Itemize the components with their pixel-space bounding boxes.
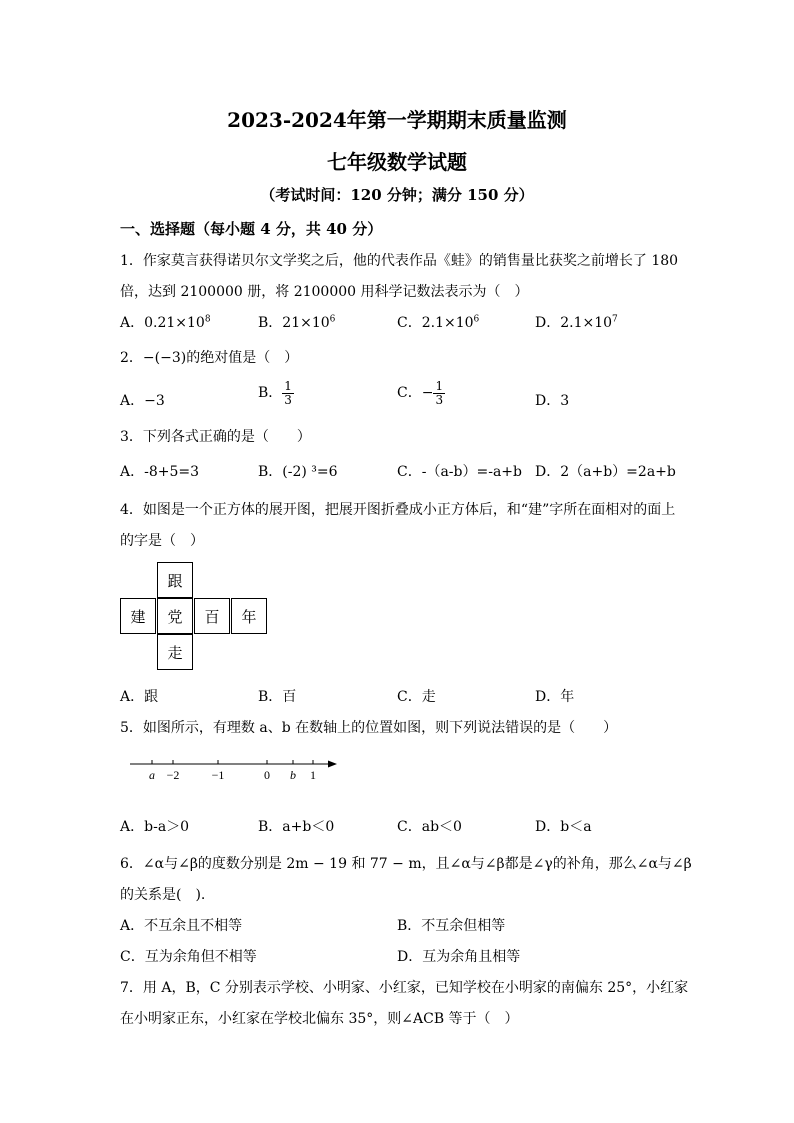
q1-line2: 倍，达到 2100000 册，将 2100000 用科学记数法表示为（ ） [120,284,529,300]
q5-option-a: A．b-a＞0 [120,819,190,835]
axis-arrow [328,761,337,768]
q6-line1: 6．∠α与∠β的度数分别是 2m − 19 和 77 − m，且∠α与∠β都是∠γ的补角，那么∠α与∠β [120,856,692,872]
q4-option-d: D．年 [535,689,575,705]
q5-option-c: C．ab＜0 [397,819,462,835]
label-a: a [149,768,155,782]
label-minus2: −2 [166,768,180,782]
q3-option-b: B．(-2) ³=6 [258,464,338,480]
q6-option-c: C．互为余角但不相等 [120,949,257,965]
net-cell-top: 跟 [157,562,193,598]
label-one: 1 [310,768,316,782]
q4-option-b: B．百 [258,689,297,705]
q3-option-d: D．2（a+b）=2a+b [535,464,676,480]
label-minus1: −1 [211,768,225,782]
section-title: 一、选择题（每小题 4 分，共 40 分） [120,220,383,238]
q7-line1: 7．用 A，B，C 分别表示学校、小明家、小红家，已知学校在小明家的南偏东 25°，小红家 [120,980,689,996]
exam-title: 2023-2024年第一学期期末质量监测 [227,108,567,132]
q1-option-c: C．$2.1\times 10^6$ [397,314,480,331]
q6-option-d: D．互为余角且相等 [397,949,521,965]
q4-option-a: A．跟 [120,689,159,705]
label-b: b [290,768,296,782]
q3-option-c: C．-（a-b）=-a+b [397,464,522,480]
q1-option-d: D．$2.1\times 10^7$ [535,314,618,331]
q1-line1: 1．作家莫言获得诺贝尔文学奖之后，他的代表作品《蛙》的销售量比获奖之前增长了 180 [120,253,679,269]
q3-stem: 3．下列各式正确的是（ ） [120,429,311,445]
q4-option-c: C．走 [397,689,436,705]
number-line [125,752,345,784]
exam-subtitle: 七年级数学试题 [327,150,467,174]
q4-line2: 的字是（ ） [120,533,204,549]
q3-option-a: A．-8+5=3 [120,464,200,480]
q6-line2: 的关系是( ). [120,887,206,903]
q2-option-c: C．− $\frac{1}{3}$ [397,379,444,407]
net-cell-bai: 百 [194,598,230,634]
q2-stem: 2．−(−3)的绝对值是（ ） [120,350,299,366]
q1-option-a: A．$0.21\times 10^8$ [120,314,211,331]
q1-option-b: B．$21\times 10^6$ [258,314,336,331]
q5-option-b: B．a+b＜0 [258,819,335,835]
q5-option-d: D．b＜a [535,819,592,835]
net-cell-dang: 党 [157,598,193,634]
q2-option-b: B． $\frac{1}{3}$ [258,379,292,407]
label-zero: 0 [264,768,270,782]
exam-info: （考试时间：120 分钟；满分 150 分） [260,186,534,204]
q6-option-a: A．不互余且不相等 [120,918,243,934]
net-cell-jian: 建 [120,598,156,634]
net-cell-nian: 年 [231,598,267,634]
q4-line1: 4．如图是一个正方体的展开图，把展开图折叠成小正方体后，和“建”字所在面相对的面上 [120,502,676,518]
q2-option-d: D．3 [535,393,570,409]
q5-stem: 5．如图所示，有理数 a、b 在数轴上的位置如图，则下列说法错误的是（ ） [120,720,618,736]
q7-line2: 在小明家正东，小红家在学校北偏东 35°，则∠ACB 等于（ ） [120,1011,519,1027]
q2-option-a: A．−3 [120,393,165,409]
net-cell-bottom: 走 [157,634,193,670]
q6-option-b: B．不互余但相等 [397,918,506,934]
